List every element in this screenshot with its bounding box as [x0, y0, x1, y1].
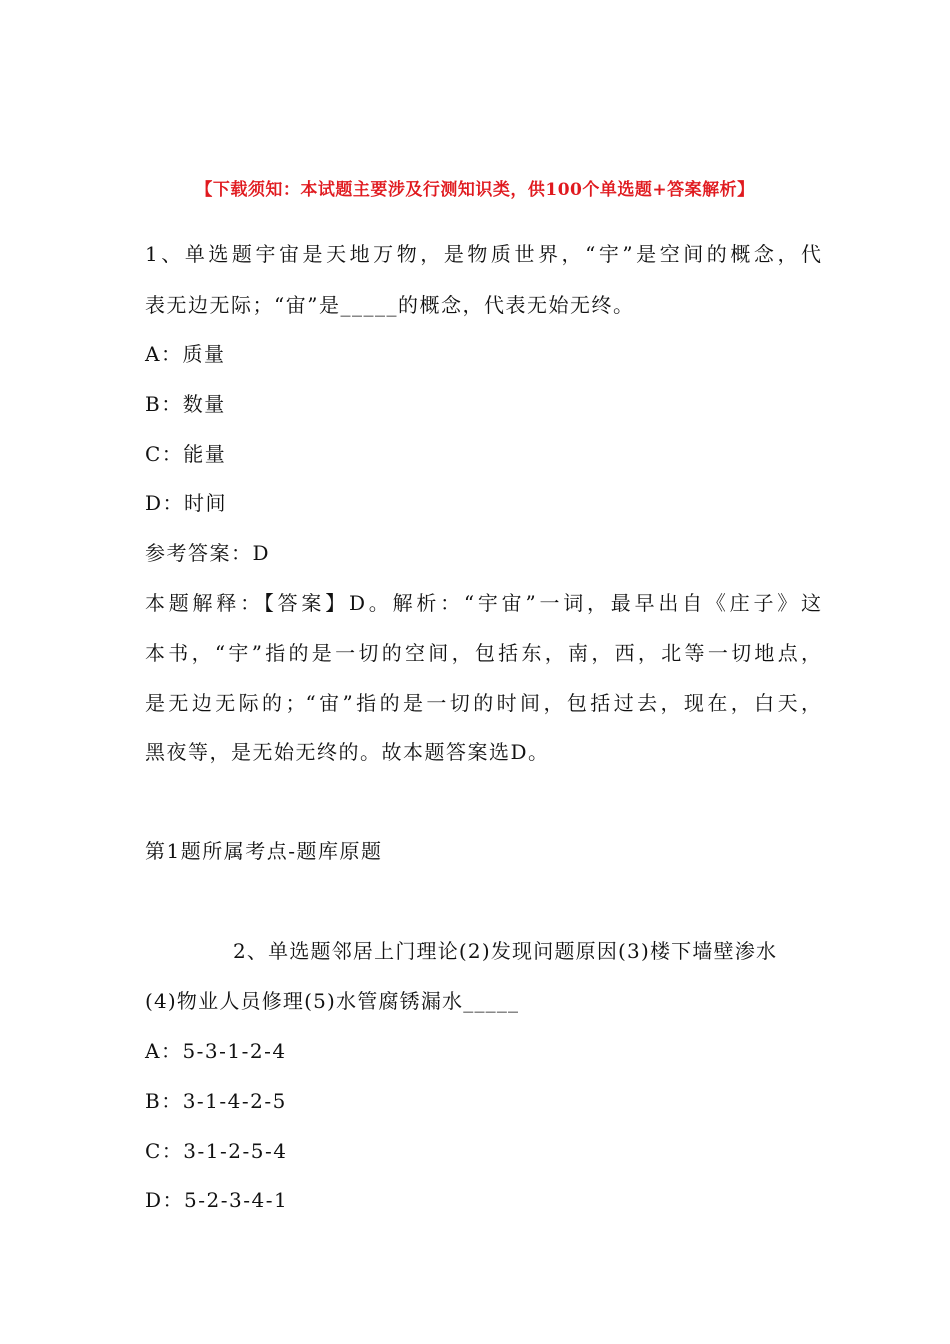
- q2-option-a: A：5-3-1-2-4: [145, 1039, 287, 1063]
- download-notice: 【下载须知：本试题主要涉及行测知识类，供100个单选题+答案解析】: [195, 180, 755, 200]
- q1-explanation-line-4: 黑夜等，是无始无终的。故本题答案选D。: [145, 740, 550, 764]
- q1-option-b: B：数量: [145, 392, 226, 416]
- q1-option-c: C：能量: [145, 442, 227, 466]
- q1-option-d: D：时间: [145, 491, 228, 515]
- q1-option-a: A：质量: [145, 342, 226, 366]
- q2-stem-line-2: (4)物业人员修理(5)水管腐锈漏水_____: [145, 989, 520, 1013]
- q1-explanation-line-3: 是无边无际的；“宙”指的是一切的时间，包括过去，现在，白天，: [145, 691, 821, 715]
- q2-option-c: C：3-1-2-5-4: [145, 1139, 288, 1163]
- q1-reference-answer: 参考答案：D: [145, 541, 271, 565]
- q2-option-b: B：3-1-4-2-5: [145, 1089, 287, 1113]
- q1-stem-line-1: 1、单选题宇宙是天地万物，是物质世界，“宇”是空间的概念，代: [145, 242, 821, 266]
- q2-option-d: D：5-2-3-4-1: [145, 1188, 289, 1212]
- q1-explanation-line-1: 本题解释：【答案】D。解析：“宇宙”一词，最早出自《庄子》这: [145, 591, 821, 615]
- q1-stem-line-2: 表无边无际；“宙”是_____的概念，代表无始无终。: [145, 293, 635, 317]
- q1-topic: 第1题所属考点-题库原题: [145, 839, 383, 863]
- q2-stem-line-1: 2、单选题邻居上门理论(2)发现问题原因(3)楼下墙壁渗水: [233, 939, 778, 963]
- q1-explanation-line-2: 本书，“宇”指的是一切的空间，包括东，南，西，北等一切地点，: [145, 641, 821, 665]
